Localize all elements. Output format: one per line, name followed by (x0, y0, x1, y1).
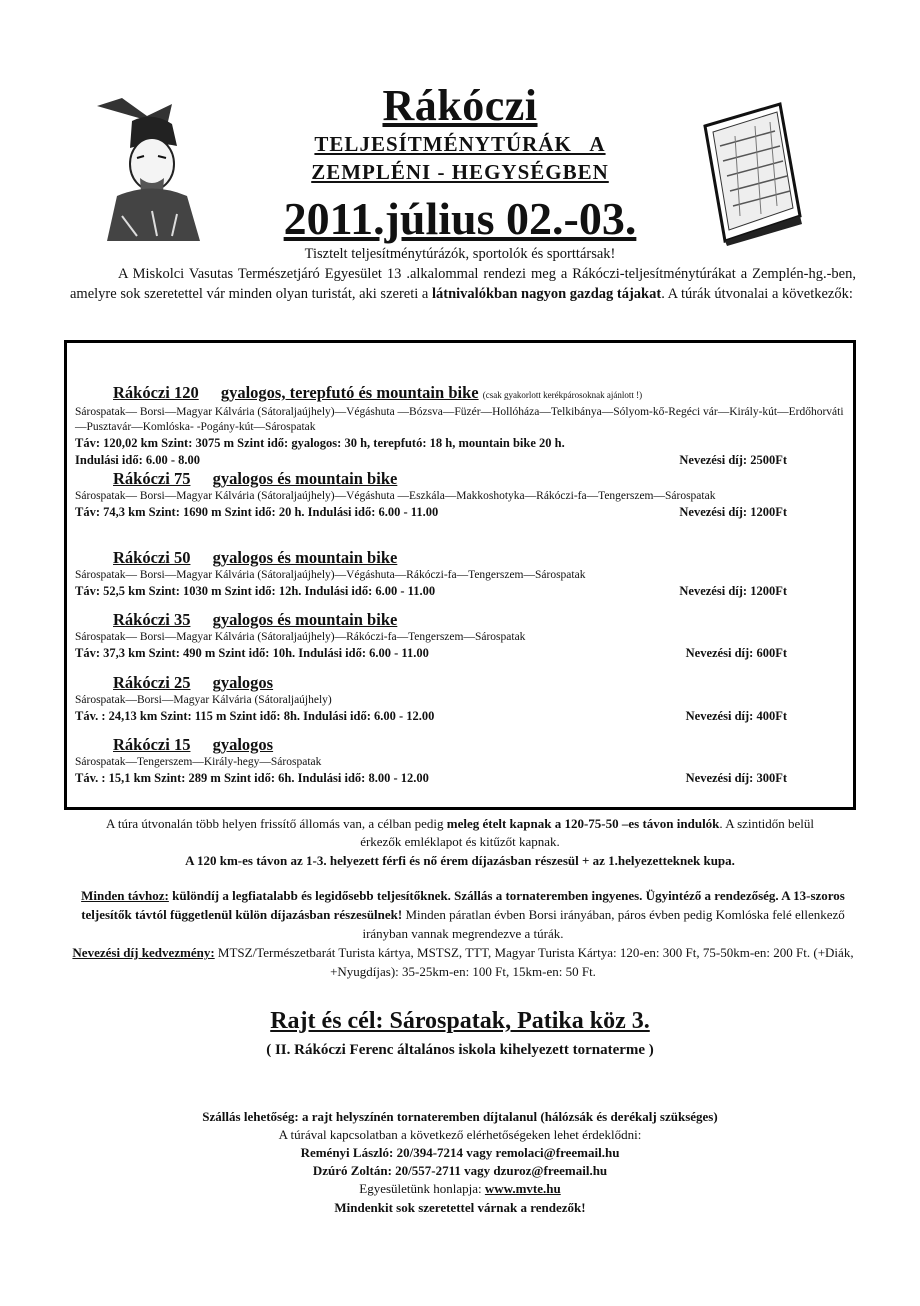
tour-route: Sárospatak— Borsi—Magyar Kálvária (Sátoraljaújhely)—Végáshuta —Eszkála—Makkoshotyka—Rákóczi-fa—Tengerszem—Sárospatak (75, 490, 716, 502)
tour-fee: Nevezési díj: 1200Ft (679, 584, 787, 598)
tour-heading (75, 469, 845, 489)
start-finish-subtitle: ( II. Rákóczi Ferenc általános iskola kihelyezett tornaterme ) (266, 1042, 654, 1058)
intro-text: A Miskolci Vasutas Természetjáró Egyesület 13 .alkalommal rendezi meg a Rákóczi-teljesítménytúrákat a Zemplén-hg.-ben, amelyre sok szeretettel vár minden olyan turistát, aki szereti a (70, 266, 856, 302)
tour-35 (75, 610, 845, 662)
tour-stats (75, 645, 845, 662)
closing-text: Mindenkit sok szeretettel várnak a rendezők! (334, 1200, 586, 1215)
contact-person-1: Reményi László: 20/394-7214 vagy remolaci@freemail.hu (300, 1145, 620, 1160)
tour-start: Indulási idő: 6.00 - 8.00 (75, 453, 201, 467)
tour-name: Rákóczi 25 (113, 673, 191, 692)
tour-route: Sárospatak—Tengerszem—Király-hegy—Sárospatak (75, 756, 322, 768)
tour-heading (75, 548, 845, 568)
tour-stats-text: Táv: 52,5 km Szint: 1030 m Szint idő: 12h. Indulási idő: 6.00 - 11.00 (75, 584, 436, 598)
tour-120 (75, 383, 845, 469)
website-link[interactable]: www.mvte.hu (484, 1181, 561, 1196)
contact-person-2: Dzúró Zoltán: 20/557-2711 vagy dzuroz@freemail.hu (312, 1163, 608, 1178)
tour-route: Sárospatak— Borsi—Magyar Kálvária (Sátoraljaújhely)—Végáshuta —Bózsva—Füzér—Hollóháza—Telkibánya—Sólyom-kő-Regéci vár—Király-kút—Erdőhorváti—Pusztavár—Komlóska- -Pogány-kút—Sárospatak (75, 406, 844, 433)
tour-heading (75, 610, 845, 630)
tour-75 (75, 469, 845, 521)
tour-stats (75, 583, 845, 600)
tour-heading (75, 673, 845, 693)
website-label: Egyesületünk honlapja: (359, 1181, 485, 1196)
tour-25 (75, 673, 845, 725)
intro-bold-text: látnivalókban nagyon gazdag tájakat (431, 286, 662, 302)
refreshment-info (90, 815, 830, 851)
tour-heading (75, 735, 845, 755)
tour-start-row (75, 452, 845, 469)
intro-paragraph (70, 264, 856, 304)
inquiry-info: A túrával kapcsolatban a következő elérhetőségeken lehet érdeklődni: (278, 1127, 642, 1142)
event-date: 2011.július 02.-03. (283, 193, 637, 244)
discount-text: MTSZ/Természetbarát Turista kártya, MSTSZ, TTT, Magyar Turista Kártya: 120-en: 300 Ft, 75-50km-en: 200 Ft. (+Diák, +Nyugdíjas): 35-25km-en: 100 Ft, 15km-en: 50 Ft. (214, 945, 854, 979)
tour-fee: Nevezési díj: 2500Ft (679, 453, 787, 467)
tour-route: Sárospatak— Borsi—Magyar Kálvária (Sátoraljaújhely)—Végáshuta—Rákóczi-fa—Tengerszem—Sárospatak (75, 569, 586, 581)
souvenir-text: . A szintidőn belül érkezők emléklapot és kitűzőt kapnak. (360, 816, 815, 849)
tour-fee: Nevezési díj: 600Ft (685, 646, 787, 660)
tour-50 (75, 548, 845, 600)
contact-block (0, 1108, 920, 1198)
tour-name: Rákóczi 120 (113, 383, 199, 402)
tour-15 (75, 735, 845, 787)
tour-fee: Nevezési díj: 300Ft (685, 771, 787, 785)
tour-type: gyalogos (212, 735, 274, 754)
tour-stats (75, 708, 845, 725)
tour-type: gyalogos (212, 673, 274, 692)
discount-label: Nevezési díj kedvezmény: (72, 945, 215, 960)
direction-text: Minden páratlan évben Borsi irányában, páros évben pedig Komlóska felé ellenkező irányban vannak megrendezve a túrák. (362, 907, 845, 941)
tour-type: gyalogos és mountain bike (212, 548, 398, 567)
all-distances-label: Minden távhoz: (81, 888, 169, 903)
tour-type: gyalogos és mountain bike (212, 610, 398, 629)
tour-fee: Nevezési díj: 400Ft (685, 709, 787, 723)
greeting: Tisztelt teljesítménytúrázók, sportolók és sporttársak! (304, 246, 616, 262)
refreshment-text: A túra útvonalán több helyen frissítő állomás van, a célban pedig (105, 816, 444, 831)
tour-name: Rákóczi 35 (113, 610, 191, 629)
tour-stats-text: Táv. : 15,1 km Szint: 289 m Szint idő: 6h. Indulási idő: 8.00 - 12.00 (75, 771, 429, 785)
tour-stats-text: Táv: 74,3 km Szint: 1690 m Szint idő: 20 h. Indulási idő: 6.00 - 11.00 (75, 505, 439, 519)
website-line (0, 1180, 920, 1198)
award-info: A 120 km-es távon az 1-3. helyezett férfi és nő érem díjazásban részesül + az 1.helyezetteknek kupa. (185, 853, 735, 868)
tour-note: (csak gyakorlott kerékpárosoknak ajánlott !) (482, 390, 643, 400)
tour-route: Sárospatak— Borsi—Magyar Kálvária (Sátoraljaújhely)—Rákóczi-fa—Tengerszem—Sárospatak (75, 631, 526, 643)
tour-type: gyalogos és mountain bike (212, 469, 398, 488)
subtitle-line-1: TELJESÍTMÉNYTÚRÁK A (314, 132, 606, 156)
warm-meal-text: meleg ételt kapnak a 120-75-50 –es távon indulók (446, 816, 720, 831)
tour-stats-text: Táv: 120,02 km Szint: 3075 m Szint idő: gyalogos: 30 h, terepfutó: 18 h, mountain bike 20 h. (75, 436, 565, 450)
tour-heading (75, 383, 845, 405)
tour-stats (75, 504, 845, 521)
tour-stats (75, 770, 845, 787)
tour-stats-text: Táv. : 24,13 km Szint: 115 m Szint idő: 8h. Indulási idő: 6.00 - 12.00 (75, 709, 435, 723)
subtitle-line-2: ZEMPLÉNI - HEGYSÉGBEN (311, 160, 609, 184)
tours-box (64, 340, 856, 810)
page-title: Rákóczi (382, 81, 538, 130)
intro-text-end: . A túrák útvonalai a következők: (661, 286, 853, 302)
tour-fee: Nevezési díj: 1200Ft (679, 505, 787, 519)
tour-route: Sárospatak—Borsi—Magyar Kálvária (Sátoraljaújhely) (75, 694, 332, 706)
accommodation-info: Szállás lehetőség: a rajt helyszínén tornateremben díjtalanul (hálózsák és derékalj szükséges) (202, 1109, 718, 1124)
start-finish-title: Rajt és cél: Sárospatak, Patika köz 3. (270, 1008, 650, 1034)
all-distances-text: különdíj a legfiatalabb és legidősebb teljesítőknek. Szállás a tornateremben ingyenes. Ügyintéző a rendezőség. A 13-szoros teljesítők távtól függetlenül külön díjazásban részesülnek! (81, 888, 845, 922)
tour-stats-text: Táv: 37,3 km Szint: 490 m Szint idő: 10h. Indulási idő: 6.00 - 11.00 (75, 646, 429, 660)
tour-name: Rákóczi 15 (113, 735, 191, 754)
tour-stats (75, 435, 845, 452)
misc-info (70, 886, 856, 981)
tour-name: Rákóczi 75 (113, 469, 191, 488)
tour-type: gyalogos, terepfutó és mountain bike (220, 383, 479, 402)
tour-name: Rákóczi 50 (113, 548, 191, 567)
